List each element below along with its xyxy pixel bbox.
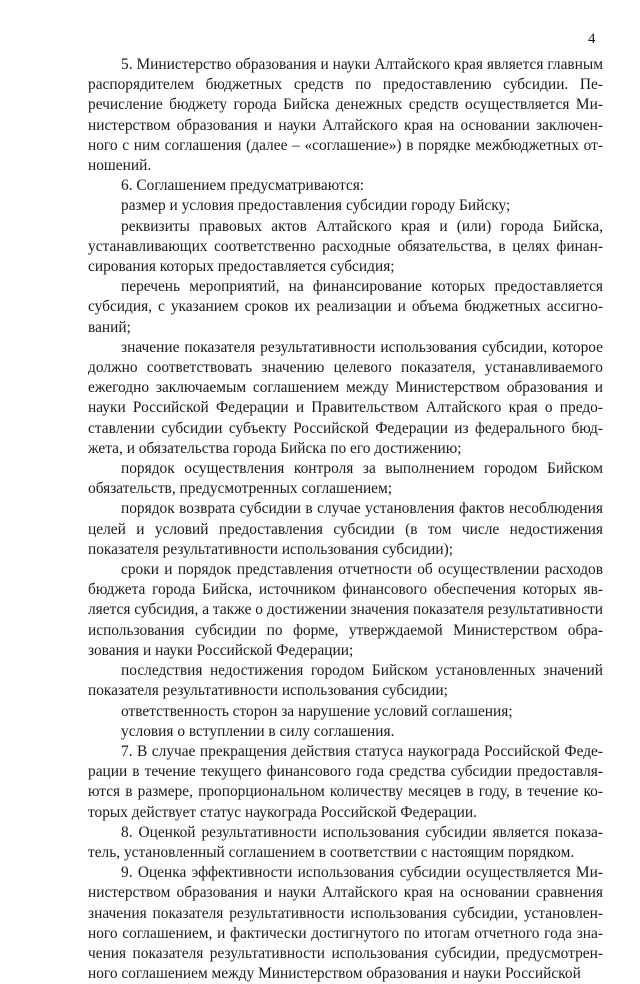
paragraph-clause-9: 9. Оценка эффективности использования субсидии осуществляется Министерством образования и науки Алтайского края на основании сравнения значения показателя результативности использования субсидии, установленного соглашением, и фактически достигнутого по итогам отчетного года значения показателя результативности использования субсидии, предусмотренного соглашением между Министерством образования и науки Российской bbox=[88, 864, 603, 983]
paragraph-list-item: размер и условия предоставления субсидии городу Бийску; bbox=[121, 197, 511, 215]
paragraph-clause-6: 6. Соглашением предусматриваются: bbox=[121, 177, 365, 195]
page-number: 4 bbox=[588, 31, 596, 47]
paragraph-clause-8: 8. Оценкой результативности использования субсидии является показатель, установленный соглашением в соответствии с настоящим порядком. bbox=[88, 823, 603, 861]
paragraph-list-item: ответственность сторон за нарушение условий соглашения; bbox=[121, 702, 513, 720]
paragraph-list-item: значение показателя результативности использования субсидии, которое должно соответствовать значению целевого показателя, устанавливаемого ежегодно заключаемым соглашением между Министерством образования и науки Российской Федерации и Правительством Алтайского края о предоставлении субсидии субъекту Российской Федерации из федерального бюджета, и обязательства города Бийска по его достижению; bbox=[88, 338, 603, 457]
paragraph-list-item: порядок осуществления контроля за выполнением городом Бийском обязательств, предусмотренных соглашением; bbox=[88, 460, 603, 498]
paragraph-list-item: условия о вступлении в силу соглашения. bbox=[121, 722, 395, 740]
paragraph-list-item: реквизиты правовых актов Алтайского края и (или) города Бийска, устанавливающих соответственно расходные обязательства, в целях финансирования которых предоставляется субсидия; bbox=[88, 217, 603, 276]
paragraph-list-item: порядок возврата субсидии в случае установления фактов несоблюдения целей и условий предоставления субсидии (в том числе недостижения показателя результативности использования субсидии); bbox=[88, 500, 603, 558]
document-body bbox=[88, 55, 603, 984]
paragraph-list-item: сроки и порядок представления отчетности об осуществлении расходов бюджета города Бийска, источником финансового обеспечения которых является субсидия, а также о достижении значения показателя результативности использования субсидии по форме, утверждаемой Министерством образования и науки Российской Федерации; bbox=[88, 561, 603, 659]
paragraph-clause-5: 5. Министерство образования и науки Алтайского края является главным распорядителем бюджетных средств по предоставлению субсидии. Перечисление бюджету города Бийска денежных средств осуществляется Министерством образования и науки Алтайского края на основании заключенного с ним соглашения (далее – «соглашение») в порядке межбюджетных отношений. bbox=[88, 56, 603, 175]
paragraph-list-item: последствия недостижения городом Бийском установленных значений показателя результативности использования субсидии; bbox=[88, 662, 603, 700]
paragraph-clause-7: 7. В случае прекращения действия статуса наукограда Российской Федерации в течение текущего финансового года средства субсидии предоставляются в размере, пропорциональном количеству месяцев в году, в течение которых действует статус наукограда Российской Федерации. bbox=[88, 742, 603, 821]
paragraph-list-item: перечень мероприятий, на финансирование которых предоставляется субсидия, с указанием сроков их реализации и объема бюджетных ассигнований; bbox=[88, 278, 603, 336]
